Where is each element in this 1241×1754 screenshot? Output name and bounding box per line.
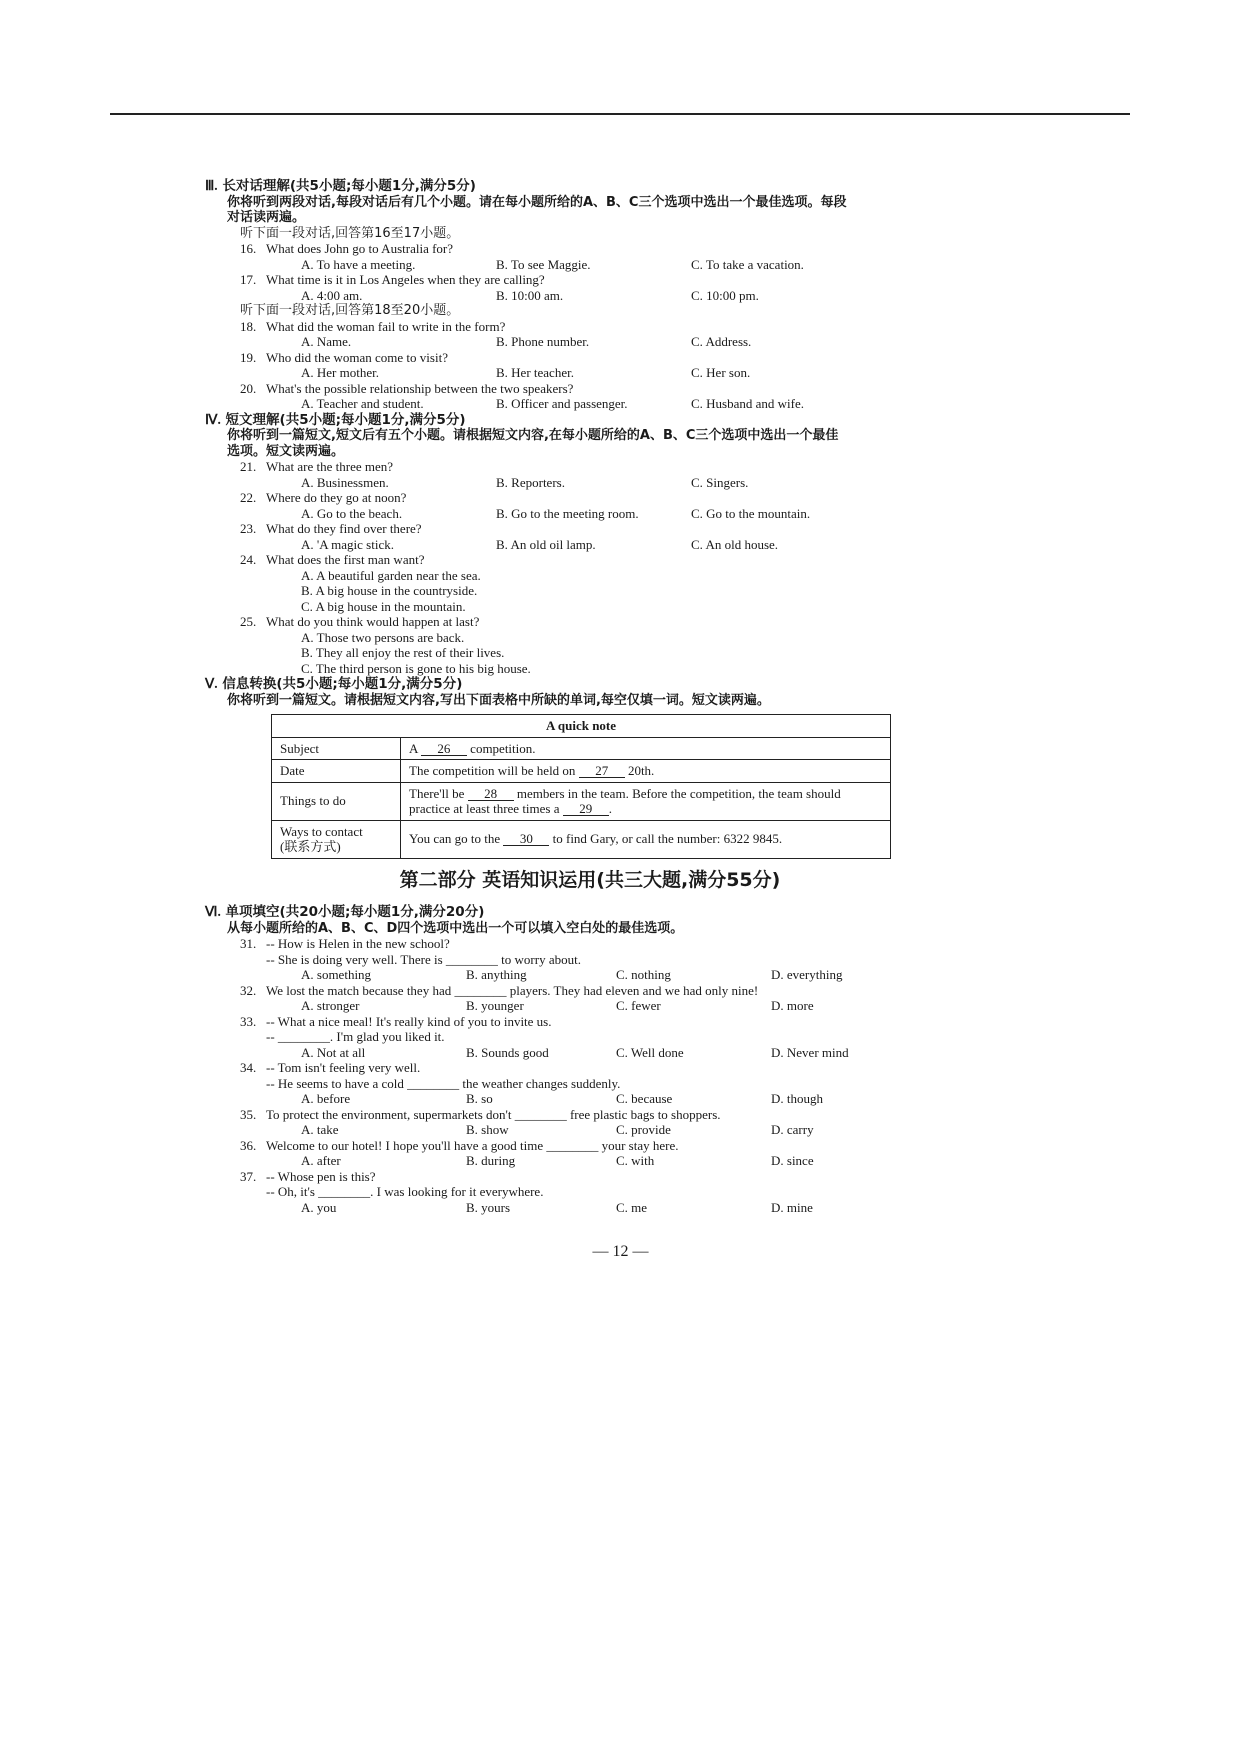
- table-row-ways: [272, 820, 891, 858]
- option-c: C. Address.: [691, 334, 752, 349]
- option-c: C. Well done: [616, 1044, 684, 1060]
- section-4: [205, 412, 975, 677]
- section-3: [205, 178, 975, 412]
- option-c: C. Husband and wife.: [691, 396, 805, 411]
- section-4-instruction: 你将听到一篇短文,短文后有五个小题。请根据短文内容,在每小题所给的A、B、C三个选项中选出一个最佳: [227, 428, 839, 443]
- option-d: D. everything: [771, 967, 843, 982]
- section-3-instruction-cont: 对话读两遍。: [227, 210, 306, 225]
- option-b: B. show: [466, 1122, 509, 1137]
- option-b: B. A big house in the countryside.: [301, 583, 478, 598]
- row-value: The competition will be held on 27 20th.: [401, 760, 891, 783]
- option-c: C. because: [616, 1091, 673, 1106]
- question-18: 18. What did the woman fail to write in the form? A. Name. B. Phone number. C. Address.: [240, 318, 752, 349]
- question-22: 22. Where do they go at noon? A. Go to the beach. B. Go to the meeting room. C. Go to the mountain.: [240, 490, 811, 521]
- top-rule: [110, 113, 1130, 115]
- option-b: B. 10:00 am.: [496, 287, 564, 303]
- question-16: 16. What does John go to Australia for? A. To have a meeting. B. To see Maggie. C. To take a vacation.: [240, 241, 804, 272]
- option-b: B. To see Maggie.: [496, 256, 591, 272]
- option-c: C. me: [616, 1199, 648, 1215]
- option-c: C. To take a vacation.: [691, 256, 804, 272]
- option-c: C. provide: [616, 1122, 671, 1137]
- quick-note-table: [271, 714, 891, 859]
- option-a: A. something: [301, 967, 372, 982]
- option-d: D. more: [771, 998, 814, 1013]
- option-c: C. nothing: [616, 967, 671, 982]
- option-a: A. before: [301, 1091, 351, 1106]
- question-36: 36. Welcome to our hotel! I hope you'll have a good time ________ your stay here. A. after B. during C. with D. since: [240, 1137, 814, 1168]
- question-21: 21. What are the three men? A. Businessmen. B. Reporters. C. Singers.: [240, 459, 749, 490]
- blank-28: 28: [468, 787, 514, 801]
- option-d: D. carry: [771, 1122, 814, 1137]
- option-c: C. Go to the mountain.: [691, 505, 811, 521]
- option-d: D. since: [771, 1153, 814, 1168]
- table-title: A quick note: [272, 715, 891, 738]
- option-c: C. fewer: [616, 998, 661, 1013]
- question-24: 24. What does the first man want? A. A beautiful garden near the sea. B. A big house in the countryside. C. A big house in the mountain.: [205, 552, 975, 614]
- question-35: 35. To protect the environment, supermarkets don't ________ free plastic bags to shoppers. A. take B. show C. provide D. carry: [240, 1106, 814, 1137]
- question-37: 37. -- Whose pen is this? -- Oh, it's ________. I was looking for it everywhere. A. you B. yours C. me D. mine: [240, 1168, 813, 1215]
- option-b: B. Officer and passenger.: [496, 396, 628, 411]
- section-5: [205, 676, 975, 859]
- question-25: 25. What do you think would happen at last? A. Those two persons are back. B. They all enjoy the rest of their lives. C. The third person is gone to his big house.: [205, 614, 975, 676]
- row-value: A 26 competition.: [401, 737, 891, 760]
- option-b: B. Her teacher.: [496, 365, 574, 380]
- option-c: C. Her son.: [691, 365, 751, 380]
- question-34: 34. -- Tom isn't feeling very well. -- He seems to have a cold ________ the weather changes suddenly. A. before B. so C. because D. though: [240, 1060, 823, 1106]
- option-a: A. A beautiful garden near the sea.: [301, 567, 481, 583]
- question-17: 17. What time is it in Los Angeles when they are calling? A. 4:00 am. B. 10:00 am. C. 10:00 pm.: [240, 272, 759, 303]
- question-20: 20. What's the possible relationship between the two speakers? A. Teacher and student. B. Officer and passenger. C. Husband and wife.: [240, 380, 805, 411]
- row-label: Things to do: [272, 782, 401, 820]
- option-a: A. 'A magic stick.: [301, 536, 394, 552]
- option-a: A. Not at all: [301, 1044, 366, 1060]
- table-row-things: [272, 782, 891, 820]
- section-4-instruction-cont: 选项。短文读两遍。: [227, 443, 345, 459]
- option-b: B. Phone number.: [496, 334, 590, 349]
- option-d: D. mine: [771, 1199, 813, 1215]
- option-a: A. To have a meeting.: [301, 256, 416, 272]
- section-3-instruction: 你将听到两段对话,每段对话后有几个小题。请在每小题所给的A、B、C三个选项中选出一个最佳选项。每段: [227, 194, 847, 210]
- option-c: C. A big house in the mountain.: [301, 598, 466, 614]
- option-d: D. though: [771, 1091, 823, 1106]
- option-b: B. Sounds good: [466, 1044, 549, 1060]
- section-4-heading: Ⅳ. 短文理解(共5小题;每小题1分,满分5分): [205, 411, 466, 428]
- row-label: Ways to contact (联系方式): [272, 820, 401, 858]
- dialogue-1-intro: 听下面一段对话,回答第16至17小题。: [240, 225, 460, 241]
- option-b: B. yours: [466, 1199, 511, 1215]
- option-a: A. Her mother.: [301, 365, 379, 380]
- option-a: A. after: [301, 1153, 341, 1168]
- option-c: C. Singers.: [691, 474, 749, 490]
- option-a: A. Businessmen.: [301, 474, 389, 490]
- option-b: B. anything: [466, 967, 527, 982]
- section-6-heading: Ⅵ. 单项填空(共20小题;每小题1分,满分20分): [205, 904, 485, 920]
- row-value: You can go to the 30 to find Gary, or call the number: 6322 9845.: [401, 820, 891, 858]
- section-5-heading: Ⅴ. 信息转换(共5小题;每小题1分,满分5分): [205, 676, 463, 692]
- option-a: A. stronger: [301, 998, 360, 1013]
- option-b: B. They all enjoy the rest of their lives.: [301, 645, 505, 660]
- section-6: [205, 904, 975, 1215]
- option-a: A. you: [301, 1199, 337, 1215]
- option-c: C. 10:00 pm.: [691, 287, 759, 303]
- option-c: C. with: [616, 1153, 655, 1168]
- option-b: B. younger: [466, 998, 524, 1013]
- option-b: B. so: [466, 1091, 493, 1106]
- table-row-subject: [272, 737, 891, 760]
- option-c: C. An old house.: [691, 536, 779, 552]
- section-3-heading: Ⅲ. 长对话理解(共5小题;每小题1分,满分5分): [205, 178, 476, 194]
- question-23: 23. What do they find over there? A. 'A magic stick. B. An old oil lamp. C. An old house.: [240, 521, 779, 552]
- dialogue-2-intro: 听下面一段对话,回答第18至20小题。: [240, 303, 460, 318]
- row-label: Subject: [272, 737, 401, 760]
- option-a: A. Those two persons are back.: [301, 629, 465, 645]
- option-b: B. An old oil lamp.: [496, 536, 596, 552]
- option-b: B. Go to the meeting room.: [496, 505, 639, 521]
- row-value: There'll be 28 members in the team. Before the competition, the team should practice at least three times a 29 .: [401, 782, 891, 820]
- section-5-instruction: 你将听到一篇短文。请根据短文内容,写出下面表格中所缺的单词,每空仅填一词。短文读两遍。: [227, 692, 770, 708]
- blank-27: 27: [579, 764, 625, 778]
- exam-page: [205, 178, 975, 1215]
- blank-26: 26: [421, 742, 467, 756]
- blank-29: 29: [563, 802, 609, 816]
- option-a: A. take: [301, 1122, 339, 1137]
- section-6-instruction: 从每小题所给的A、B、C、D四个选项中选出一个可以填入空白处的最佳选项。: [227, 920, 684, 936]
- question-19: 19. Who did the woman come to visit? A. Her mother. B. Her teacher. C. Her son.: [240, 349, 751, 380]
- row-label: Date: [272, 760, 401, 783]
- question-31: 31. -- How is Helen in the new school? -- She is doing very well. There is ________ to worry about. A. something B. anything C. nothing D. everything: [240, 936, 843, 982]
- question-33: 33. -- What a nice meal! It's really kind of you to invite us. -- ________. I'm glad you liked it. A. Not at all B. Sounds good C. Well done D. Never mind: [240, 1013, 849, 1060]
- option-d: D. Never mind: [771, 1044, 849, 1060]
- option-c: C. The third person is gone to his big house.: [301, 660, 531, 676]
- table-row-date: [272, 760, 891, 783]
- option-a: A. Name.: [301, 334, 352, 349]
- blank-30: 30: [503, 832, 549, 846]
- option-a: A. Go to the beach.: [301, 505, 403, 521]
- option-a: A. Teacher and student.: [301, 396, 424, 411]
- option-b: B. Reporters.: [496, 474, 565, 490]
- part-2-title: 第二部分 英语知识运用(共三大题,满分55分): [399, 868, 781, 891]
- page-number: — 12 —: [592, 1243, 649, 1260]
- option-a: A. 4:00 am.: [301, 287, 363, 303]
- question-32: 32. We lost the match because they had ________ players. They had eleven and we had only nine! A. stronger B. younger C. fewer D. more: [240, 982, 814, 1013]
- option-b: B. during: [466, 1153, 516, 1168]
